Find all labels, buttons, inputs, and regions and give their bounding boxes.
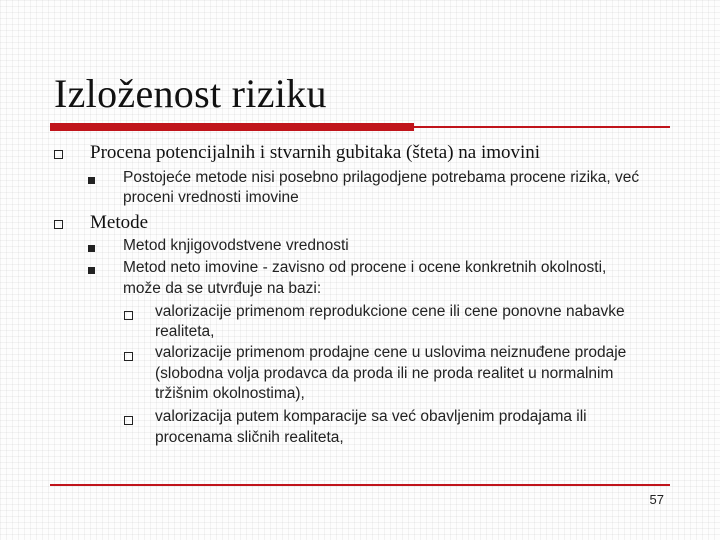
sub-bullet-line: Metod neto imovine - zavisno od procene i ocene konkretnih okolnosti, (123, 259, 607, 276)
page-number: 57 (649, 492, 664, 507)
sub-bullet-line: može da se utvrđuje na bazi: (123, 280, 322, 297)
title-underline-line (414, 126, 670, 128)
hollow-square-bullet-icon (124, 352, 133, 361)
sub-bullet-line: proceni vrednosti imovine (123, 189, 299, 206)
hollow-square-bullet-icon (54, 150, 63, 159)
bullet-procena: Procena potencijalnih i stvarnih gubitaka (šteta) na imovini (90, 142, 541, 163)
sub-sub-bullet-line: valorizacija putem komparacije sa već obavljenim prodajama ili (155, 408, 587, 425)
hollow-square-bullet-icon (124, 416, 133, 425)
bullet-metode: Metode (90, 212, 149, 233)
title-underline-bar (50, 123, 414, 131)
hollow-square-bullet-icon (124, 311, 133, 320)
sub-sub-bullet-line: valorizacije primenom prodajne cene u uslovima neiznuđene prodaje (155, 344, 627, 361)
square-bullet-icon (88, 177, 95, 184)
slide-title: Izloženost riziku (54, 71, 327, 116)
square-bullet-icon (88, 245, 95, 252)
sub-sub-bullet-line: tržišnim okolnostima), (155, 385, 305, 402)
sub-sub-bullet-line: (slobodna volja prodavca da proda ili ne proda realitet u normalnim (155, 365, 614, 382)
footer-rule (50, 484, 670, 486)
sub-bullet-line: Metod knjigovodstvene vrednosti (123, 237, 349, 254)
sub-sub-bullet-line: realiteta, (155, 323, 215, 340)
hollow-square-bullet-icon (54, 220, 63, 229)
sub-sub-bullet-line: procenama sličnih realiteta, (155, 429, 344, 446)
sub-sub-bullet-line: valorizacije primenom reprodukcione cene ili cene ponovne nabavke (155, 303, 625, 320)
square-bullet-icon (88, 267, 95, 274)
sub-bullet-line: Postojeće metode nisi posebno prilagodjene potrebama procene rizika, već (123, 169, 640, 186)
